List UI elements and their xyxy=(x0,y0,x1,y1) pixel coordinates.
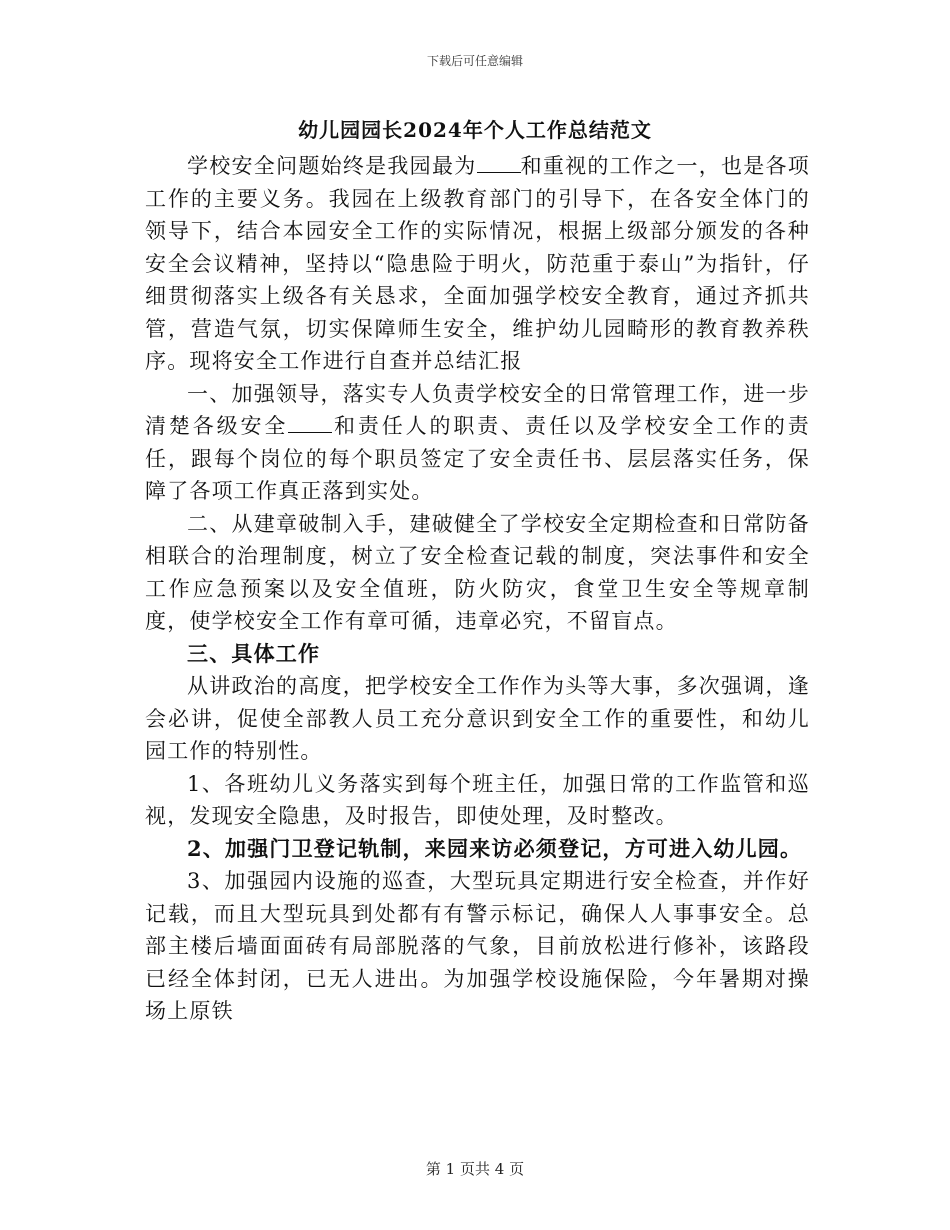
document-title: 幼儿园园长2024年个人工作总结范文 xyxy=(298,118,652,142)
document-body xyxy=(145,150,810,1028)
paragraph-item-2: 2、加强门卫登记轨制，来园来访必须登记，方可进入幼儿园。 xyxy=(187,835,803,861)
page-header-note: 下载后可任意编辑 xyxy=(426,54,523,68)
fill-in-blank xyxy=(477,154,521,173)
fill-in-blank xyxy=(288,414,332,433)
paragraph-section-1-part1: 一、加强领导，落实专人负责学校安全的日常管理工作，进一步清楚各级安全 xyxy=(145,381,810,438)
paragraph-section-3-intro: 从讲政治的高度，把学校安全工作作为头等大事，多次强调，逢会必讲，促使全部教人员工充分意识到安全工作的重要性，和幼儿园工作的特别性。 xyxy=(145,674,810,763)
paragraph-item-3: 3、加强园内设施的巡查，大型玩具定期进行安全检查，并作好记载，而且大型玩具到处都有有警示标记，确保人人事事安全。总部主楼后墙面面砖有局部脱落的气象，目前放松进行修补，该路段已经全体封闭，已无人进出。为加强学校设施保险，今年暑期对操场上原铁 xyxy=(145,869,810,1023)
page-number: 第 1 页共 4 页 xyxy=(425,1160,525,1178)
paragraph-item-1: 1、各班幼儿义务落实到每个班主任，加强日常的工作监管和巡视，发现安全隐患，及时报告，即使处理，及时整改。 xyxy=(145,771,810,828)
section-3-heading: 三、具体工作 xyxy=(187,640,321,666)
paragraph-intro-part1: 学校安全问题始终是我园最为 xyxy=(187,154,477,178)
paragraph-section-1 xyxy=(145,378,810,508)
paragraph-section-1-part2: 和责任人的职责、责任以及学校安全工作的责任，跟每个岗位的每个职员签定了安全责任书、层层落实任务，保障了各项工作真正落到实处。 xyxy=(145,414,811,503)
paragraph-intro-part2: 和重视的工作之一，也是各项工作的主要义务。我园在上级教育部门的引导下，在各安全体门的领导下，结合本园安全工作的实际情况，根据上级部分颁发的各种安全会议精神，坚持以“隐患险于明火，防范重于泰山”为指针，仔细贯彻落实上级各有关恳求，全面加强学校安全教育，通过齐抓共管，营造气氛，切实保障师生安全，维护幼儿园畸形的教育教养秩序。现将安全工作进行自查并总结汇报 xyxy=(145,154,810,373)
paragraph-section-2: 二、从建章破制入手，建破健全了学校安全定期检查和日常防备相联合的治理制度，树立了安全检查记载的制度，突法事件和安全工作应急预案以及安全值班，防火防灾，食堂卫生安全等规章制度，使学校安全工作有章可循，违章必究，不留盲点。 xyxy=(145,511,810,633)
paragraph-intro xyxy=(145,150,810,378)
